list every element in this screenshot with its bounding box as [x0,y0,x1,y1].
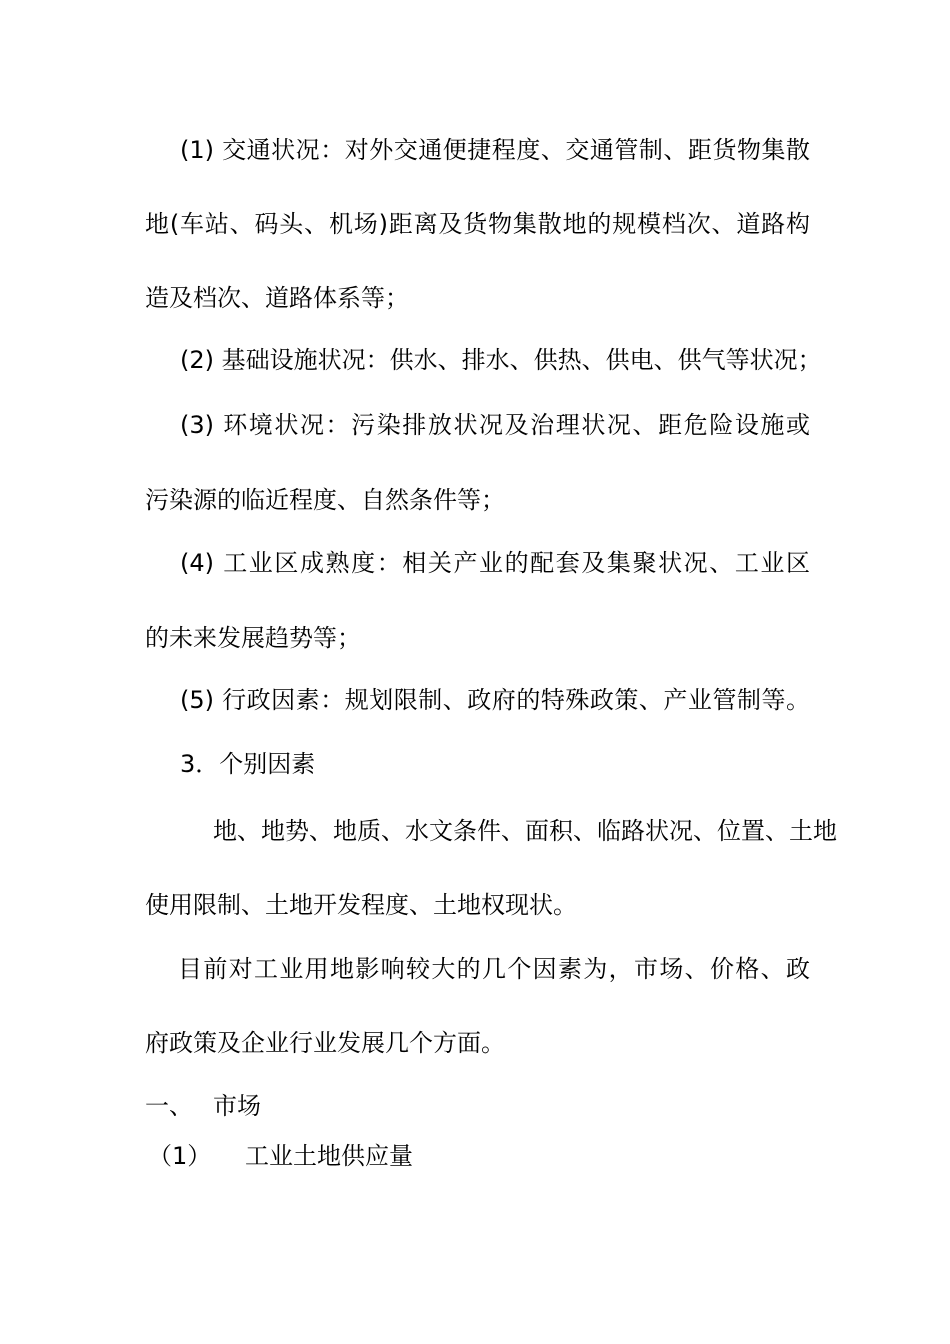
paragraph-line: 使用限制、土地开发程度、土地权现状。 [145,891,577,919]
paragraph-line: 的未来发展趋势等； [145,624,361,652]
paragraph-line: 造及档次、道路体系等； [145,284,409,312]
paragraph-line: 府政策及企业行业发展几个方面。 [145,1029,505,1057]
heading-title: 市场 [213,1092,261,1120]
paragraph-line: (2) 基础设施状况：供水、排水、供热、供电、供气等状况； [180,346,822,374]
paragraph-line: (5) 行政因素：规划限制、政府的特殊政策、产业管制等。 [180,686,810,714]
paragraph-line: 污染源的临近程度、自然条件等； [145,486,505,514]
heading-number: 一、 [145,1092,193,1120]
paragraph-line: (1) 交通状况：对外交通便捷程度、交通管制、距货物集散 [180,136,810,164]
paragraph-line: 地、地势、地质、水文条件、面积、临路状况、位置、土地 [213,817,837,845]
paragraph-line: 目前对工业用地影响较大的几个因素为，市场、价格、政 [178,955,810,983]
paragraph-line: (4) 工业区成熟度：相关产业的配套及集聚状况、工业区 [180,549,810,577]
subheading-title: 工业土地供应量 [245,1142,413,1170]
paragraph-line: 地(车站、码头、机场)距离及货物集散地的规模档次、道路构 [145,210,810,238]
section-heading: 3．个别因素 [180,750,316,778]
paragraph-line: (3) 环境状况：污染排放状况及治理状况、距危险设施或 [180,411,810,439]
subheading-number: （1） [148,1142,212,1170]
